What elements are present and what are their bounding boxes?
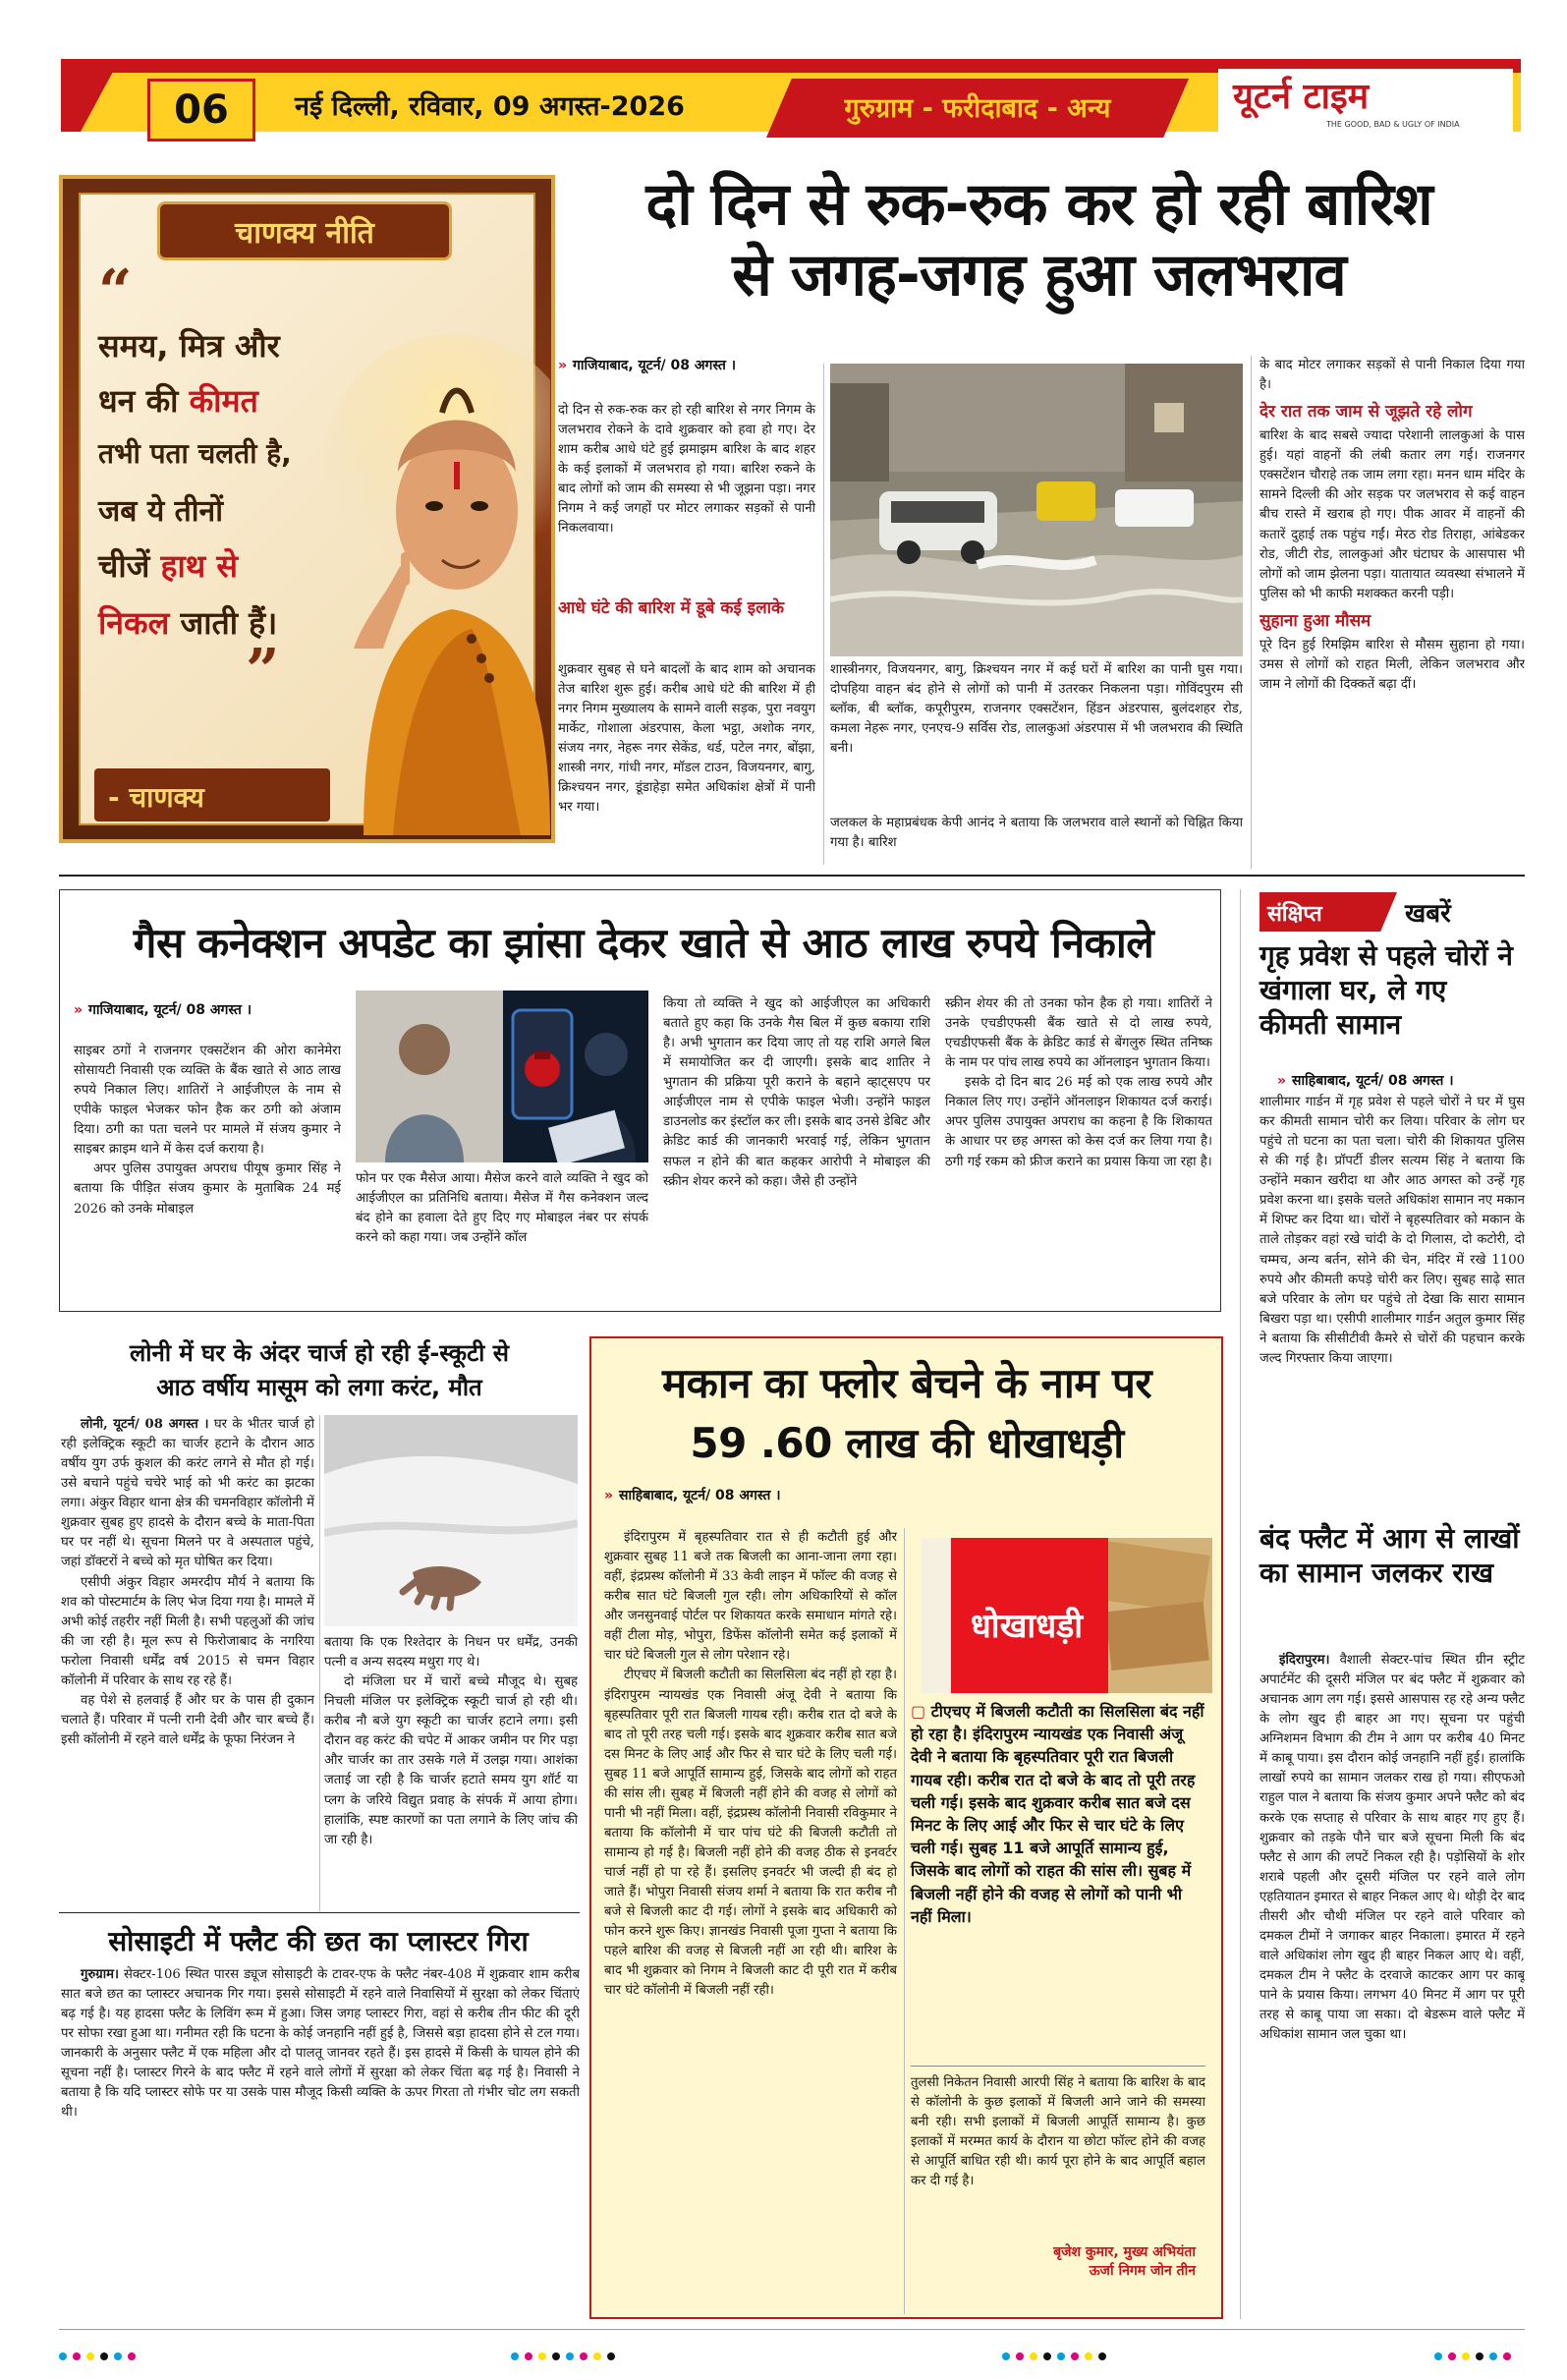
section-divider-2	[59, 1912, 580, 1913]
short-news-1-dateline: » साहिबाबाद, यूटर्न/ 08 अगस्त ।	[1277, 1073, 1454, 1089]
gas-col-1: साइबर ठगों ने राजनगर एक्सटेंशन की ओरा कानेमेरा सोसायटी निवासी एक व्यक्ति के बैंक खाते से आठ लाख रुपये निकाल लिए। शातिरों ने आईजीएल के नाम से एपीके फाइल भेजकर फोन हैक कर ठगी को अंजाम दिया। ठगी का पता चलने पर मामले में संजय कुमार ने साइबर क्राइम थाने में केस दर्ज कराया है। अपर पुलिस उपायुक्त अपराध पीयूष कुमार सिंह ने बताया कि पीड़ित संजय कुमार के मुताबिक 24 मई 2026 को उनके मोबाइल	[74, 1044, 341, 1217]
registration-marks-left	[59, 2351, 136, 2362]
rain-col-1b: शुक्रवार सुबह से घने बादलों के बाद शाम को अचानक तेज बारिश शुरू हुई। करीब आधे घंटे की बारिश में ही नगर निगम मुख्यालय के सामने वाली सड़क, पुरा नवयुग मार्केट, गोशाला अंडरपास, केला भट्ठा, अशोक नगर, संजय नगर, नेहरू नगर सेकेंड, थर्ड, पटेल नगर, बोंझा, शास्त्री नगर, गांधी नगर, मॉडल टाउन, विजयनगर, बागु, क्रिश्चयन नगर, डूंडाहेड़ा समेत अधिकांश क्षेत्रों में पानी भर गया।	[558, 662, 815, 816]
flat-col-2: तुलसी निकेतन निवासी आरपी सिंह ने बताया कि बारिश के बाद से कॉलोनी के कुछ इलाकों में बिजली आने जाने की समस्या बनी रही। सभी इलाकों में बिजली आपूर्ति सामान्य है। कुछ इलाकों में मरम्मत कार्य के दौरान या छोटा फॉल्ट होने की वजह से आपूर्ति बाधित रही थी। कार्य पूरा होने के बाद आपूर्ति बहाल कर दी गई है।	[911, 2075, 1205, 2189]
gas-col-2: फोन पर एक मैसेज आया। मैसेज करने वाले व्यक्ति ने खुद को आईजीएल का प्रतिनिधि बताया। मैसेज में गैस कनेक्शन जल्द बंद होने का हवाला देते हुए दिए गए मोबाइल नंबर पर संपर्क करने को कहा गया। जब उन्होंने कॉल	[356, 1171, 648, 1246]
chanakya-signature: - चाणक्य	[108, 781, 204, 814]
waterlogging-photo	[830, 364, 1243, 656]
rain-col-2: शास्त्रीनगर, विजयनगर, बागु, क्रिश्चयन नगर में कई घरों में बारिश का पानी घुस गया। दोपहिया वाहन बंद होने से लोगों को पानी में उतरकर निकलना पड़ा। गोविंदपुरम सी ब्लॉक, बी ब्लॉक, कपूरीपुरम, राजनगर एक्सटेंशन, हिंडन अंडरपास, बुलंदशहर रोड, कमला नेहरू नगर, एनएच-9 सर्विस रोड, लालकुआं अंडरपास में भी जलभराव की स्थिति बनी।	[830, 662, 1243, 757]
loni-photo	[324, 1415, 578, 1626]
loni-headline: लोनी में घर के अंदर चार्ज हो रही ई-स्कूटी से आठ वर्षीय मासूम को लगा करंट, मौत	[130, 1339, 509, 1401]
column-rule-1	[823, 364, 824, 865]
column-rule-5	[904, 1528, 905, 2314]
registration-marks-right	[1434, 2351, 1511, 2362]
short-news-2-headline: बंद फ्लैट में आग से लाखों का सामान जलकर राख	[1259, 1522, 1520, 1589]
gas-col-4: स्क्रीन शेयर की तो उनका फोन हैक हो गया। शातिरों ने उनके एचडीएफसी बैंक खाते से दो लाख रुपये, एचडीएफसी बैंक के क्रेडिट कार्ड से बेंगलुरु स्थित तनिष्क के नाम पर पांच लाख रुपये का ऑनलाइन भुगतान किया। इसके दो दिन बाद 26 मई को एक लाख रुपये और निकाल लिए गए। उन्होंने ऑनलाइन शिकायत दर्ज कराई। अपर पुलिस उपायुक्त अपराध का कहना है कि शिकायत के आधार पर छह अगस्त को केस दर्ज कर लिया गया है। ठगी गई रकम को फ्रीज कराने का प्रयास किया जा रहा है।	[945, 996, 1212, 1169]
rain-subhead-1: आधे घंटे की बारिश में डूबे कई इलाके	[558, 598, 785, 618]
short-news-1-headline: गृह प्रवेश से पहले चोरों ने खंगाला घर, ले गए कीमती सामान	[1259, 939, 1513, 1041]
footer-divider	[59, 2329, 1525, 2330]
chanakya-quote-line-2: धन की कीमत	[98, 382, 258, 420]
registration-marks-center-2	[1002, 2351, 1106, 2362]
short-news-2-body: इंदिरापुरम। वैशाली सेक्टर-पांच स्थित ग्रीन स्ट्रीट अपार्टमेंट की दूसरी मंजिल पर बंद फ्लैट में शुक्रवार को अचानक आग लग गई। इससे आसपास रह रहे अन्य फ्लैट के लोग खुद ही बाहर आ गए। सूचना पर पहुंची अग्निशमन विभाग की टीम ने आग पर करीब 40 मिनट में काबू पाया। इस दौरान कोई जनहानि नहीं हुई। हालांकि लाखों रुपये का सामान जलकर राख हो गया। सीएफओ राहुल पाल ने बताया कि संजय कुमार अपने फ्लैट को बंद करके एक सप्ताह से परिवार के साथ बाहर गए हुए हैं। शुक्रवार को तड़के पौने चार बजे सूचना मिली कि बंद फ्लैट से आग की लपटें निकल रही है। पड़ोसियों के शोर शराबे पहली और दूसरी मंजिल पर रहने वाले लोग एहतियातन इमारत से बाहर निकल आए थे। थोड़ी देर बाद तीसरी और चौथी मंजिल पर रहने वाले परिवार को दमकल टीमों ने जगाकर बाहर निकाला। इमारत में रहने वाले अधिकांश लोग खुद ही बाहर निकल आए थे। वहीं, दमकल टीम ने फ्लैट के दरवाजे काटकर आग पर काबू पाने के प्रयास किया। लगभग 40 मिनट में आग पर पूरी तरह से काबू पाया जा सका। दो बेडरूम वाले फ्लैट में अधिकांश सामान जल चुका था।	[1259, 1653, 1525, 2043]
gas-headline: गैस कनेक्शन अपडेट का झांसा देकर खाते से आठ लाख रुपये निकाले	[133, 919, 1154, 967]
fraud-image-label: धोखाधड़ी	[970, 1607, 1084, 1646]
column-rule-3	[1240, 889, 1241, 2319]
short-news-tag-2: खबरें	[1405, 899, 1451, 929]
flat-divider	[911, 2066, 1205, 2067]
rain-col-1: दो दिन से रुक-रुक कर हो रही बारिश से नगर निगम के जलभराव रोकने के दावे शुक्रवार को हवा हो गए। देर शाम करीब आधे घंटे हुई झमाझम बारिश के बाद शहर के कई इलाकों में जलभराव हो गया। बारिश रुकने के बाद लोगों को जाम की समस्या से भी जूझना पड़ा। नगर निगम ने कई जगहों पर मोटर लगाकर सड़कों से पानी निकलवाया।	[558, 403, 815, 537]
newspaper-logo: यूटर्न टाइम	[1233, 76, 1370, 117]
society-body: गुरुग्राम। सेक्टर-106 स्थित पारस ड्यूज सोसाइटी के टावर-एफ के फ्लैट नंबर-408 में शुक्रवार शाम करीब सात बजे छत का प्लास्टर अचानक गिर गया। इससे सोसाइटी में रहने वाले निवासियों में सुरक्षा को लेकर चिंताएं बढ़ गई है। यह हादसा फ्लैट के लिविंग रूम में हुआ। जिस जगह प्लास्टर गिरा, वहां से करीब तीन फीट की दूरी पर सोफा रखा हुआ था। गनीमत रही कि घटना के कोई जनहानि नहीं हुई है, जिससे बड़ा हादसा होने से टल गया। जानकारी के अनुसार फ्लैट में एक महिला और दो पालतू जानवर रहते हैं। इस हादसे में किसी के घायल होने की सूचना नहीं है। प्लास्टर गिरने के बाद फ्लैट में रहने वाले लोगों में सुरक्षा को लेकर चिंता बढ़ गई है। निवासी ने बताया है कि यदि प्लास्टर सोफे पर या उसके पास मौजूद किसी व्यक्ति के ऊपर गिरता तो गंभीर चोट लग सकती थी।	[61, 1967, 580, 2121]
issue-date: नई दिल्ली, रविवार, 09 अगस्त-2026	[295, 91, 685, 122]
column-rule-2	[1251, 356, 1252, 869]
loni-col-2: बताया कि एक रिश्तेदार के निधन पर धर्मेंद्र, उनकी पत्नी व अन्य सदस्य मथुरा गए थे। दो मंजिला घर में चारों बच्चे मौजूद थे। सुबह निचली मंजिल पर इलेक्ट्रिक स्कूटी चार्ज हो रही थी। करीब नौ बजे युग स्कूटी का चार्जर हटाने लगा। इसी दौरान वह करंट की चपेट में आकर जमीन पर गिर पड़ा और चार्जर का तार उसके गले में उलझ गया। आशंका जताई जा रही है कि चार्जर हटाते समय युग शॉर्ट या प्लग के जरिये विद्युत प्रवाह के संपर्क में आया होगा। हालांकि, स्पष्ट कारणों का पता लगाने के लिए जांच की जा रही है।	[324, 1635, 578, 1847]
cyber-fraud-photo	[356, 991, 648, 1162]
rain-col-3: के बाद मोटर लगाकर सड़कों से पानी निकाल दिया गया है। देर रात तक जाम से जूझते रहे लोग बारिश के बाद सबसे ज्यादा परेशानी लालकुआं के पास हुई। यहां वाहनों की लंबी कतार लग गई। राजनगर एक्सटेंशन चौराहे तक जाम लगा रहा। मनन धाम मंदिर के सामने दिल्ली की ओर सड़क पर जलभराव से कई वाहन बीच रास्ते में खराब हो गए। पीक आवर में वाहनों की कतारें दुहाई तक पहुंच गईं। मेरठ रोड तिराहा, आंबेडकर रोड, जीटी रोड, लालकुआं और घंटाघर के आसपास भी लोगों को जाम झेलना पड़ा। यातायात व्यवस्था संभालने में पुलिस को भी काफी मशक्कत करनी पड़ी। सुहाना हुआ मौसम पूरे दिन हुई रिमझिम बारिश से मौसम सुहाना हो गया। उमस से लोगों को राहत मिली, लेकिन जलभराव और जाम ने लोगों की दिक्कतें बढ़ा दीं।	[1259, 358, 1525, 692]
flat-pull-quote: ▢ टीएचए में बिजली कटौती का सिलसिला बंद नहीं हो रहा है। इंदिरापुरम न्यायखंड एक निवासी अंजू देवी ने बताया कि बृहस्पतिवार पूरी रात बिजली गायब रही। करीब रात दो बजे के बाद तो पूरी तरह चली गई। इसके बाद शुक्रवार करीब सात बजे दस मिनट के लिए आई और फिर से चार घंटे के लिए चली गई। सुबह 11 बजे आपूर्ति सामान्य हुई, जिसके बाद लोगों को राहत की सांस ली। सुबह में बिजली नहीं होने की वजह से लोगों को पानी भी नहीं मिला।	[911, 1700, 1205, 2062]
page-number: 06	[147, 79, 255, 142]
registration-marks-center	[511, 2351, 615, 2362]
chanakya-title: चाणक्य नीति	[235, 216, 374, 251]
chanakya-quote-line-6: निकल जाती हैं।	[98, 604, 278, 642]
short-news-1-body: शालीमार गार्डन में गृह प्रवेश से पहले चोरों ने घर में घुस कर कीमती सामान चोरी कर लिया। परिवार के लोग घर पहुंचे तो घटना का पता चला। चोरी की शिकायत पुलिस से की गई है। प्रॉपर्टी डीलर सत्यम सिंह ने बताया कि उन्होंने मकान खरीदा था और आठ अगस्त को उन्हें गृह प्रवेश करना था। इसके चलते अधिकांश सामान नए मकान में शिफ्ट कर दिया था। चोरों ने बृहस्पतिवार को मकान के ताले तोड़कर वहां रखे चांदी के दो गिलास, दो कटोरी, दो चम्मच, अन्य बर्तन, सोने की चेन, मंदिर में रखे 1100 रुपये और कीमती कपड़े चोरी कर लिए। सुबह साढ़े सात बजे परिवार के लोग घर पहुंचे तो देखा कि सारा सामान बिखरा पड़ा था। एसीपी शालीमार गार्डन अतुल कुमार सिंह ने बताया कि सीसीटीवी कैमरे से चोरों की पहचान करके जल्द गिरफ्तार किया जाएगा।	[1259, 1095, 1525, 1366]
chanakya-quote-line-5: चीजें हाथ से	[98, 547, 239, 585]
rain-col-2b: जलकल के महाप्रबंधक केपी आनंद ने बताया कि जलभराव वाले स्थानों को चिह्नित किया गया है। बारिश	[830, 816, 1243, 851]
chanakya-illustration	[324, 324, 550, 835]
rain-headline: दो दिन से रुक-रुक कर हो रही बारिश से जगह-जगह हुआ जलभराव	[645, 170, 1432, 310]
flat-byline: बृजेश कुमार, मुख्य अभियंता ऊर्जा निगम जोन तीन	[1053, 2244, 1196, 2279]
pull-quote-arrow-icon: ▢	[911, 1702, 931, 1721]
section-title: गुरुग्राम - फरीदाबाद - अन्य	[844, 93, 1111, 124]
flat-dateline: » साहिबाबाद, यूटर्न/ 08 अगस्त ।	[604, 1488, 781, 1503]
close-quote-mark: ”	[246, 637, 280, 706]
flat-col-1: इंदिरापुरम में बृहस्पतिवार रात से ही कटौती हुई और शुक्रवार सुबह 11 बजे तक बिजली का आना-जाना लगा रहा। वहीं, इंद्रप्रस्थ कॉलोनी में 33 केवी लाइन में फॉल्ट की वजह से करीब सात घंटे बिजली गुल रही। लोग अधिकारियों से कॉल और जनसुनवाई पोर्टल पर शिकायत करके समाधान मांगते रहे। वहीं टीला मोड़, भोपुरा, डिफेंस कॉलोनी समेत कई इलाकों में चार घंटे बिजली गुल से लोग परेशान रहे। टीएचए में बिजली कटौती का सिलसिला बंद नहीं हो रहा है। इंदिरापुरम न्यायखंड एक निवासी अंजू देवी ने बताया कि बृहस्पतिवार पूरी रात बिजली गायब रही। करीब रात दो बजे के बाद तो पूरी तरह चली गई। इसके बाद शुक्रवार करीब सात बजे दस मिनट के लिए आई और फिर से चार घंटे के लिए चली गई। सुबह 11 बजे आपूर्ति सामान्य हुई, जिसके बाद लोगों को राहत की सांस ली। सुबह में बिजली नहीं होने की वजह से लोगों को पानी भी नहीं मिला। वहीं, इंद्रप्रस्थ कॉलोनी निवासी रविकुमार ने बताया कि कॉलोनी में चार पांच घंटे की बिजली कटौती तो सामान्य हो गई है। बिजली नहीं होने की वजह ठीक से इनवर्टर चार्ज नहीं हो पा रहे हैं। इसलिए इनवर्टर भी जल्दी ही बंद हो जाते हैं। भोपुरा निवासी संजय शर्मा ने बताया कि रात करीब नौ बजे से बिजली काट दी गई। लोगों ने इसके बाद अधिकारी को फोन करने शुरू किए। ज्ञानखंड निवासी पूजा गुप्ता ने बताया कि पहले बारिश की वजह से बिजली नहीं आ रही थी। बारिश के बाद भी शुक्रवार को निगम ने बिजली काट दी पूरी रात में करीब चार घंटे कॉलोनी में बिजली नहीं रही।	[604, 1530, 897, 1999]
column-rule-4	[319, 1415, 320, 1911]
logo-tagline: THE GOOD, BAD & UGLY OF INDIA	[1326, 120, 1460, 129]
gas-dateline: » गाजियाबाद, यूटर्न/ 08 अगस्त ।	[74, 1002, 252, 1018]
chanakya-quote-line-4: जब ये तीनों	[98, 494, 223, 529]
section-divider-1	[59, 875, 1525, 877]
chanakya-quote-line-1: समय, मित्र और	[98, 327, 280, 365]
gas-col-3: किया तो व्यक्ति ने खुद को आईजीएल का अधिकारी बताते हुए कहा कि उनके गैस बिल में कुछ बकाया राशि है। अभी भुगतान कर दिया जाए तो यह राशि अगले बिल में समायोजित कर दी जाएगी। इसके बाद शातिर ने भुगतान की प्रक्रिया पूरी कराने के बहाने व्हाट्सएप पर आईजीएल नाम से एपीके फाइल भेजी। उन्होंने फाइल डाउनलोड कर इंस्टॉल कर ली। इसके बाद उनसे डेबिट और क्रेडिट कार्ड की जानकारी भरवाई गई, लेकिन भुगतान सफल न होने की बात कहकर आरोपी ने मोबाइल की स्क्रीन शेयर करने को कहा। जैसे ही उन्होंने	[663, 996, 930, 1189]
short-news-tag: संक्षिप्त	[1267, 902, 1322, 927]
rain-dateline: » गाजियाबाद, यूटर्न/ 08 अगस्त ।	[558, 358, 737, 373]
flat-headline: मकान का फ्लोर बेचने के नाम पर 59 .60 लाख की धोखाधड़ी	[661, 1359, 1152, 1467]
chanakya-quote-line-3: तभी पता चलती है,	[98, 437, 292, 470]
open-quote-mark: “	[98, 257, 133, 326]
loni-col-1: लोनी, यूटर्न/ 08 अगस्त । घर के भीतर चार्ज हो रही इलेक्ट्रिक स्कूटी का चार्जर हटाने के दौरान आठ वर्षीय युग उर्फ कुशल की करंट लगने से मौत हो गई। उसे बचाने पहुंचे चचेरे भाई को भी करंट का झटका लगा। अंकुर विहार थाना क्षेत्र की चमनविहार कॉलोनी में शुक्रवार सुबह हुए हादसे के दौरान बच्चे के माता-पिता घर पर नहीं थे। सूचना मिलने पर वे अस्पताल पहुंचे, जहां डॉक्टरों ने बच्चे को मृत घोषित कर दिया। एसीपी अंकुर विहार अमरदीप मौर्य ने बताया कि शव को पोस्टमार्टम के लिए भेज दिया गया है। मामले में अभी कोई तहरीर नहीं मिली है। सभी पहलुओं की जांच की जा रही है। मूल रूप से फिरोजाबाद के नगरिया फरोला निवासी धर्मेंद्र वर्ष 2015 से चमन विहार कॉलोनी में परिवार के साथ रह रहे हैं। वह पेशे से हलवाई हैं और घर के पास ही दुकान चलाते हैं। परिवार में पत्नी रानी देवी और चार बच्चे हैं। इसी कॉलोनी में रहने वाले धर्मेंद्र के फूफा निरंजन ने	[61, 1417, 314, 1747]
society-headline: सोसाइटी में फ्लैट की छत का प्लास्टर गिरा	[108, 1925, 529, 1957]
